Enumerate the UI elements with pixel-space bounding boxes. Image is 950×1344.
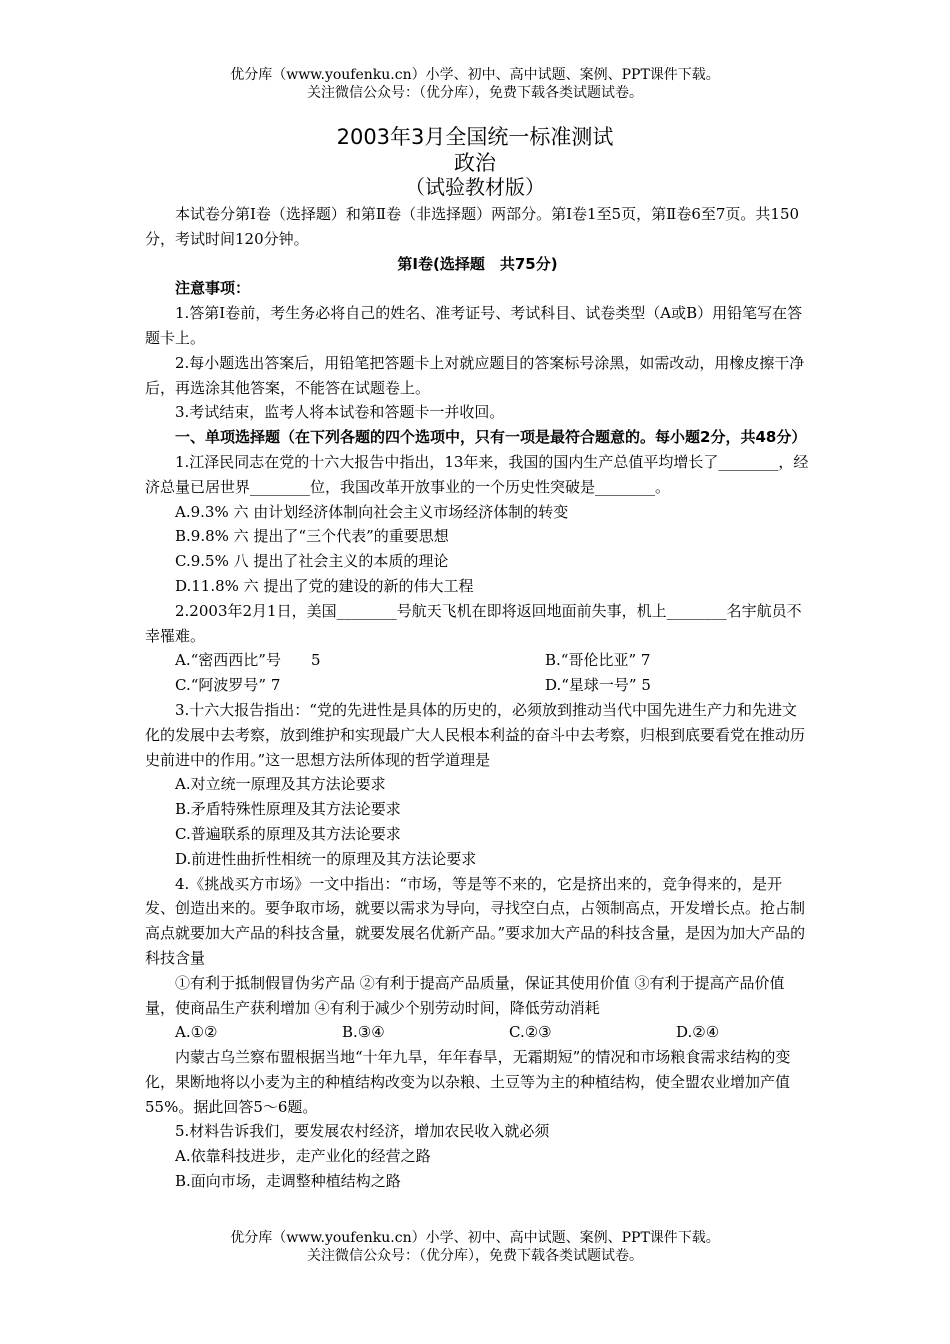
footer-line-2: 关注微信公众号：（优分库），免费下载各类试题试卷。 xyxy=(307,1248,643,1264)
question-4-statements: ①有利于抵制假冒伪劣产品 ②有利于提高产品质量，保证其使用价值 ③有利于提高产品价值量，使商品生产获利增加 ④有利于减少个别劳动时间，降低劳动消耗 xyxy=(145,973,785,1017)
notes-heading: 注意事项： xyxy=(175,279,251,298)
question-5-option-b: B.面向市场，走调整种植结构之路 xyxy=(175,1172,401,1191)
question-4-options-row xyxy=(145,1020,810,1045)
question-4-option-d: D.②④ xyxy=(676,1023,720,1042)
note-item: 1.答第Ⅰ卷前，考生务必将自己的姓名、准考证号、考试科目、试卷类型（A或B）用铅笔写在答题卡上。 xyxy=(145,304,803,347)
question-2-option-c: C.“阿波罗号” 7 xyxy=(175,676,281,695)
question-4-option-c: C.②③ xyxy=(509,1023,552,1042)
intro-paragraph: 本试卷分第Ⅰ卷（选择题）和第Ⅱ卷（非选择题）两部分。第Ⅰ卷1至5页，第Ⅱ卷6至7页。共150分，考试时间120分钟。 xyxy=(145,205,800,248)
question-4-option-a: A.①② xyxy=(175,1023,218,1042)
note-item: 3.考试结束，监考人将本试卷和答题卡一并收回。 xyxy=(175,403,505,422)
part1-heading: 一、单项选择题（在下列各题的四个选项中，只有一项是最符合题意的。每小题2分，共48分） xyxy=(175,428,807,447)
question-5-option-a: A.依靠科技进步，走产业化的经营之路 xyxy=(175,1147,431,1166)
question-3-option-a: A.对立统一原理及其方法论要求 xyxy=(175,775,386,794)
question-1-option-d: D.11.8% 六 提出了党的建设的新的伟大工程 xyxy=(175,576,474,595)
material-paragraph: 内蒙古乌兰察布盟根据当地“十年九旱，年年春旱，无霜期短”的情况和市场粮食需求结构的变化，果断地将以小麦为主的种植结构改变为以杂粮、土豆等为主的种植结构，使全盟农业增加产值55%。据此回答5～6题。 xyxy=(145,1048,791,1116)
question-2-options-row-1 xyxy=(145,648,810,673)
question-4-stem: 4.《挑战买方市场》一文中指出：“市场，等是等不来的，它是挤出来的，竞争得来的，是开发、创造出来的。要争取市场，就要以需求为导向，寻找空白点，占领制高点，开发增长点。抢占制高点就要加大产品的科技含量，就要发展名优新产品。”要求加大产品的科技含量，是因为加大产品的科技含量 xyxy=(145,874,806,967)
note-item: 2.每小题选出答案后，用铅笔把答题卡上对就应题目的答案标号涂黑，如需改动，用橡皮擦干净后，再选涂其他答案，不能答在试题卷上。 xyxy=(145,353,805,397)
question-4-option-b: B.③④ xyxy=(342,1023,385,1042)
exam-subject: 政治 xyxy=(454,151,496,175)
section-title: 第Ⅰ卷(选择题 共75分) xyxy=(397,254,558,273)
question-2-options-row-2 xyxy=(145,673,810,698)
question-3-option-b: B.矛盾特殊性原理及其方法论要求 xyxy=(175,800,401,819)
question-3-stem: 3.十六大报告指出：“党的先进性是具体的历史的，必须放到推动当代中国先进生产力和先进文化的发展中去考察，放到维护和实现最广大人民根本利益的奋斗中去考察，归根到底要看党在推动历史前进中的作用。”这一思想方法所体现的哲学道理是 xyxy=(145,700,806,769)
question-1-option-a: A.9.3% 六 由计划经济体制向社会主义市场经济体制的转变 xyxy=(175,502,569,521)
question-1-option-b: B.9.8% 六 提出了“三个代表”的重要思想 xyxy=(175,527,449,546)
footer-line-1: 优分库（www.youfenku.cn）小学、初中、高中试题、案例、PPT课件下载。 xyxy=(230,1230,720,1246)
question-1-stem: 1.江泽民同志在党的十六大报告中指出，13年来，我国的国内生产总值平均增长了________，经济总量已居世界________位，我国改革开放事业的一个历史性突破是________。 xyxy=(145,452,809,496)
question-3-option-c: C.普遍联系的原理及其方法论要求 xyxy=(175,824,401,843)
exam-title: 2003年3月全国统一标准测试 xyxy=(336,125,614,149)
question-1-option-c: C.9.5% 八 提出了社会主义的本质的理论 xyxy=(175,552,449,571)
question-2-option-d: D.“星球一号” 5 xyxy=(545,676,651,695)
question-2-option-a: A.“密西西比”号 5 xyxy=(175,651,321,670)
page-footer xyxy=(0,1229,950,1265)
header-line-1: 优分库（www.youfenku.cn）小学、初中、高中试题、案例、PPT课件下载。 xyxy=(230,67,720,83)
exam-edition: （试验教材版） xyxy=(405,175,545,199)
exam-body xyxy=(145,202,810,1194)
header-line-2: 关注微信公众号：（优分库），免费下载各类试题试卷。 xyxy=(307,85,643,101)
question-2-option-b: B.“哥伦比亚” 7 xyxy=(545,651,651,670)
page-header xyxy=(0,66,950,102)
question-5-stem: 5.材料告诉我们，要发展农村经济，增加农民收入就必须 xyxy=(175,1122,550,1141)
question-2-stem: 2.2003年2月1日，美国________号航天飞机在即将返回地面前失事，机上________名宇航员不幸罹难。 xyxy=(145,601,802,645)
question-3-option-d: D.前进性曲折性相统一的原理及其方法论要求 xyxy=(175,849,477,868)
